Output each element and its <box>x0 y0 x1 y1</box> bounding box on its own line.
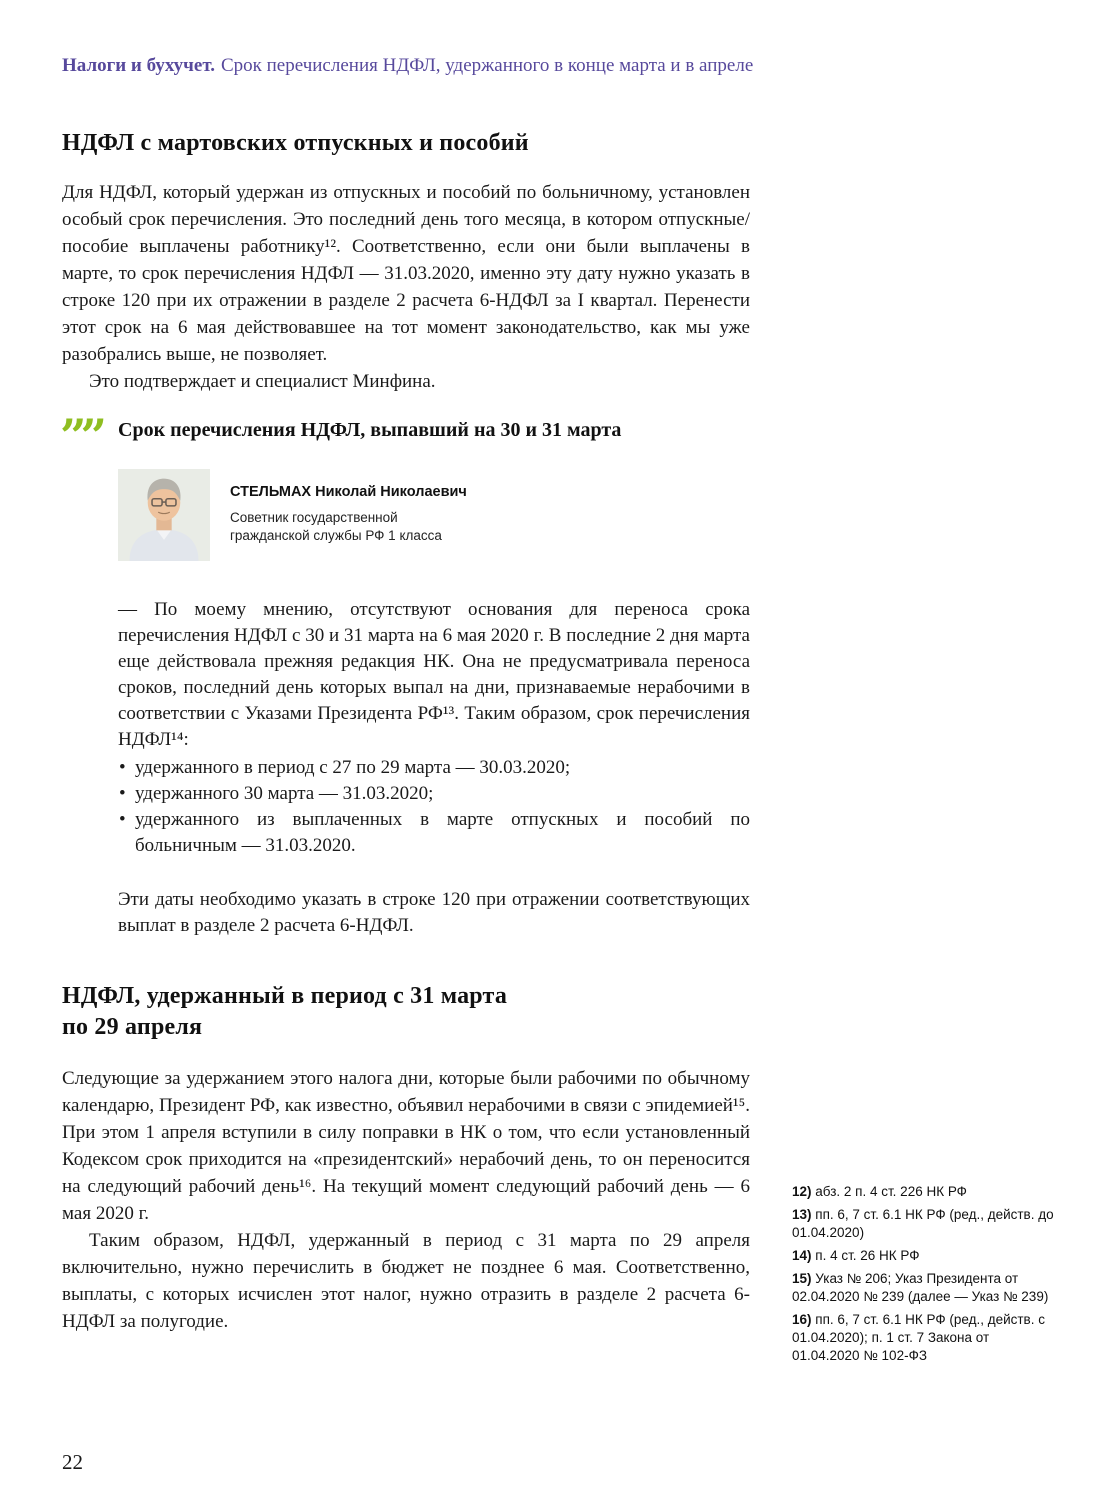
footnote-number: 15) <box>792 1271 812 1286</box>
quote-title: Срок перечисления НДФЛ, выпавший на 30 и 31 марта <box>118 419 622 441</box>
footnote-item <box>792 1247 1060 1265</box>
footnote-item <box>792 1206 1060 1242</box>
quote-bullet-list <box>118 755 750 859</box>
footnote-text: Указ № 206; Указ Президента от 02.04.2020 № 239 (далее — Указ № 239) <box>792 1271 1049 1304</box>
footnote-text: п. 4 ст. 26 НК РФ <box>815 1248 920 1263</box>
footnote-number: 14) <box>792 1248 812 1263</box>
person-photo <box>118 469 210 561</box>
page-header <box>62 54 1042 78</box>
rubric-label: Налоги и бухучет. <box>62 55 215 76</box>
expert-quote-block <box>60 409 750 939</box>
person-role-line1: Советник государственной <box>230 510 398 525</box>
footnote-text: пп. 6, 7 ст. 6.1 НК РФ (ред., действ. с 01.04.2020); п. 1 ст. 7 Закона от 01.04.2020 № 102-ФЗ <box>792 1312 1045 1363</box>
footnote-text: абз. 2 п. 4 ст. 226 НК РФ <box>815 1184 967 1199</box>
paragraph: Это подтверждает и специалист Минфина. <box>89 371 436 392</box>
person-info <box>230 469 467 561</box>
footnote-item <box>792 1183 1060 1201</box>
article-heading-2 <box>62 981 750 1043</box>
person-role-line2: гражданской службы РФ 1 класса <box>230 528 442 543</box>
footnote-number: 13) <box>792 1207 812 1222</box>
quote-bullet: • удержанного в период с 27 по 29 марта — 30.03.2020; <box>118 755 750 781</box>
heading-line: по 29 апреля <box>62 1014 203 1040</box>
person-name: СТЕЛЬМАХ Николай Николаевич <box>230 484 467 500</box>
paragraph: Для НДФЛ, который удержан из отпускных и пособий по больничному, установлен особый срок перечисления. Это последний день того месяца, в котором отпускные/пособие выплачены работнику¹². Соответственно, если они были выплачены в марте, то срок перечисления НДФЛ — 31.03.2020, именно эту дату нужно указать в строке 120 при их отражении в разделе 2 расчета 6-НДФЛ за I квартал. Перенести этот срок на 6 мая действовавшее на тот момент законодательство, как мы уже разобрались выше, не позволяет. <box>62 182 750 365</box>
quote-bullet: • удержанного 30 марта — 31.03.2020; <box>118 781 750 807</box>
paragraph: Таким образом, НДФЛ, удержанный в период с 31 марта по 29 апреля включительно, нужно перечислить в бюджет не позднее 6 мая. Соответственно, выплаты, с которых исчислен этот налог, нужно отразить в разделе 2 расчета 6-НДФЛ за полугодие. <box>62 1230 750 1332</box>
footnotes-sidebar <box>792 1183 1060 1370</box>
quote-bullet: • удержанного из выплаченных в марте отпускных и пособий по больничным — 31.03.2020. <box>118 807 750 859</box>
paragraph: Следующие за удержанием этого налога дни, которые были рабочими по обычному календарю, Президент РФ, как известно, объявил нерабочими в связи с эпидемией¹⁵. При этом 1 апреля вступили в силу поправки в НК о том, что если установленный Кодексом срок приходится на «президентский» нерабочий день, то он переносится на следующий рабочий день¹⁶. На текущий момент следующий рабочий день — 6 мая 2020 г. <box>62 1068 750 1224</box>
avatar-icon <box>118 469 210 561</box>
footnote-text: пп. 6, 7 ст. 6.1 НК РФ (ред., действ. до 01.04.2020) <box>792 1207 1054 1240</box>
header-article-title: Срок перечисления НДФЛ, удержанного в конце марта и в апреле <box>220 55 754 76</box>
expert-card <box>118 469 750 561</box>
quote-closing-paragraph: Эти даты необходимо указать в строке 120 при отражении соответствующих выплат в разделе 2 расчета 6-НДФЛ. <box>118 889 750 936</box>
heading-line: НДФЛ, удержанный в период с 31 марта <box>62 983 508 1009</box>
footnote-number: 12) <box>792 1184 812 1199</box>
article-heading-1: НДФЛ с мартовских отпускных и пособий <box>62 130 529 156</box>
quote-icon: ”” <box>60 409 101 463</box>
footnote-item <box>792 1270 1060 1306</box>
article-body <box>62 128 750 1335</box>
footnote-number: 16) <box>792 1312 812 1327</box>
page-number: 22 <box>62 1450 83 1474</box>
quote-paragraph: — По моему мнению, отсутствуют основания для переноса срока перечисления НДФЛ с 30 и 31 марта на 6 мая 2020 г. В последние 2 дня марта еще действовала прежняя редакция НК. Она не предусматривала переноса сроков, последний день которых выпал на дни, признаваемые нерабочими в соответствии с Указами Президента РФ¹³. Таким образом, срок перечисления НДФЛ¹⁴: <box>118 599 750 750</box>
footnote-item <box>792 1311 1060 1365</box>
